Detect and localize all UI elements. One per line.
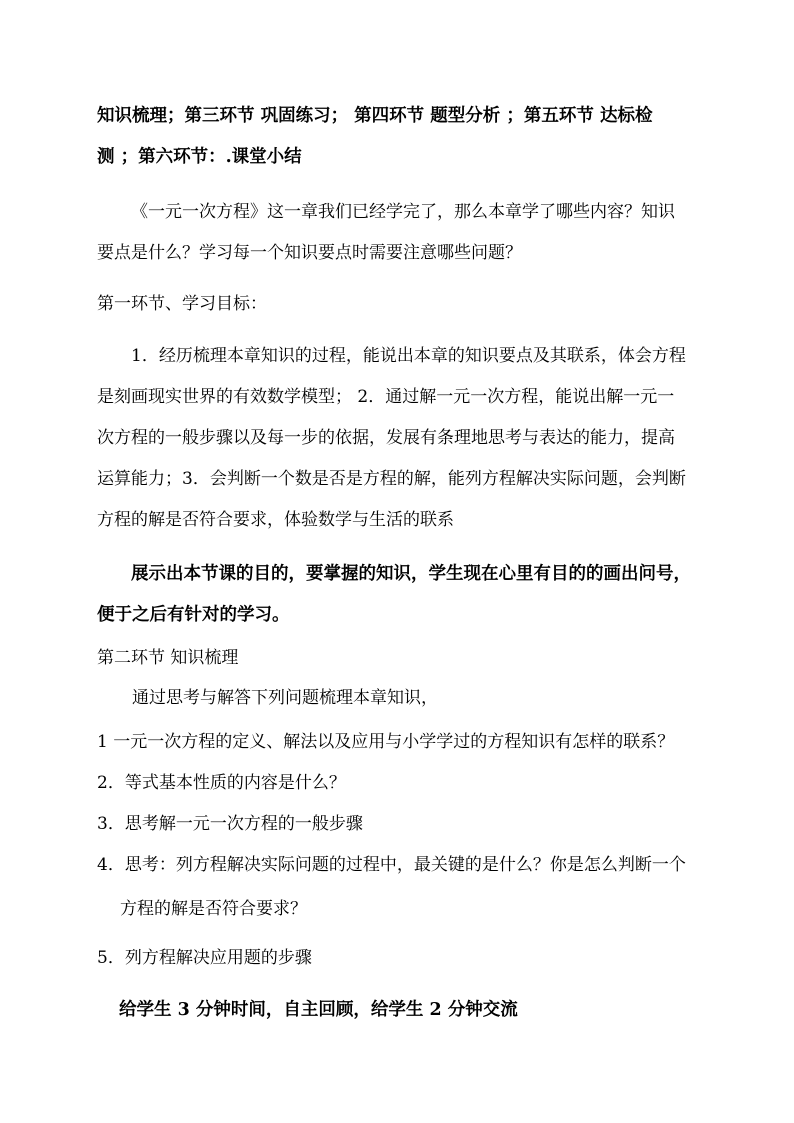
text-line: 知识梳理；第三环节 巩固练习； 第四环节 题型分析 ；第五环节 达标检	[97, 106, 653, 126]
text-line: 1．经历梳理本章知识的过程，能说出本章的知识要点及其联系，体会方程	[131, 346, 686, 366]
list-item-continuation: 方程的解是否符合要求？	[120, 899, 307, 919]
text-line: 给学生 3 分钟时间，自主回顾，给学生 2 分钟交流	[119, 1000, 518, 1020]
section-heading: 第二环节 知识梳理	[97, 648, 239, 668]
list-item: 5．列方程解决应用题的步骤	[97, 948, 312, 968]
list-item: 4．思考：列方程解决实际问题的过程中，最关键的是什么？你是怎么判断一个	[97, 855, 686, 875]
list-item: 3．思考解一元一次方程的一般步骤	[97, 814, 363, 834]
text-line: 要点是什么？学习每一个知识要点时需要注意哪些问题？	[97, 243, 522, 263]
list-item: 1 一元一次方程的定义、解法以及应用与小学学过的方程知识有怎样的联系？	[97, 732, 675, 752]
text-line: 是刻画现实世界的有效数学模型； 2．通过解一元一次方程，能说出解一元一	[97, 387, 675, 407]
text-line: 便于之后有针对的学习。	[97, 605, 290, 625]
text-line: 测 ；第六环节：.课堂小结	[97, 147, 302, 167]
text-line: 运算能力；3．会判断一个数是否是方程的解，能列方程解决实际问题，会判断	[97, 469, 686, 489]
text-line: 《一元一次方程》这一章我们已经学完了，那么本章学了哪些内容？知识	[131, 202, 675, 222]
section-heading: 第一环节、学习目标：	[97, 294, 267, 314]
text-line: 次方程的一般步骤以及每一步的依据，发展有条理地思考与表达的能力，提高	[97, 428, 675, 448]
text-line: 展示出本节课的目的，要掌握的知识，学生现在心里有目的的画出问号，	[131, 564, 691, 584]
list-item: 2．等式基本性质的内容是什么？	[97, 773, 346, 793]
text-line: 方程的解是否符合要求，体验数学与生活的联系	[97, 510, 454, 530]
text-line: 通过思考与解答下列问题梳理本章知识，	[132, 688, 438, 708]
